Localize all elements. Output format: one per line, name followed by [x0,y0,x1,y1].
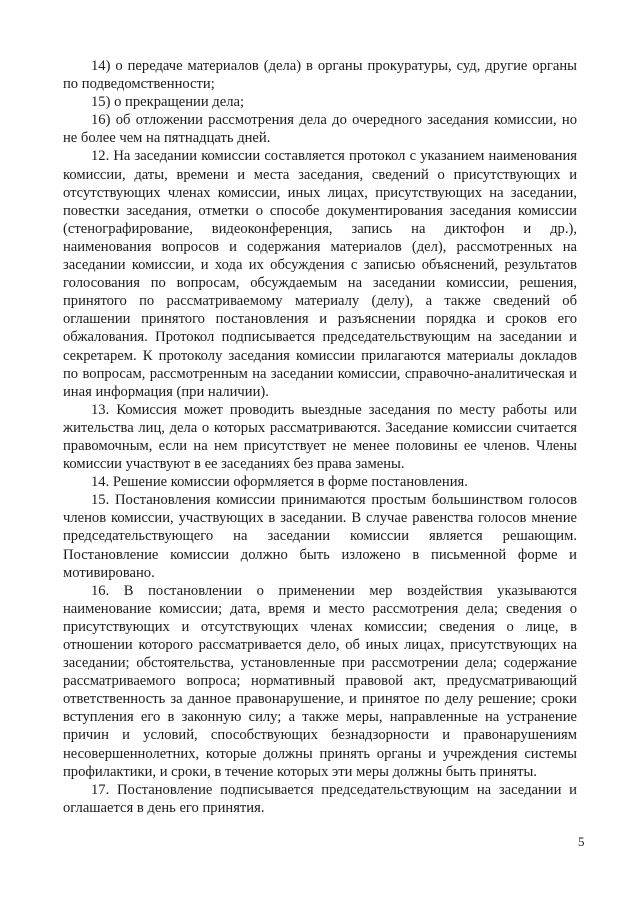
paragraph-clause-15: 15. Постановления комиссии принимаются простым большинством голосов членов комиссии, участвующих в заседании. В случае равенства голосов мнение председательствующего на заседании комиссии является решающим. Постановление комиссии должно быть изложено в письменной форме и мотивировано. [63,492,577,581]
paragraph-clause-14: 14. Решение комиссии оформляется в форме постановления. [91,474,468,491]
paragraph-clause-13: 13. Комиссия может проводить выездные заседания по месту работы или жительства лиц, дела о которых рассматриваются. Заседание комиссии считается правомочным, если на нем присутствует не менее половины ее членов. Члены комиссии участвуют в ее заседаниях без права замены. [63,401,577,473]
paragraph-item-15: 15) о прекращении дела; [91,94,245,111]
paragraph-clause-12: 12. На заседании комиссии составляется протокол с указанием наименования комиссии, даты, времени и места заседания, сведений о присутствующих и отсутствующих членах комиссии, иных лицах, присутствующих на заседании, повестки заседания, отметки о способе документирования заседания комиссии (стенографирование, видеоконференция, запись на диктофон и др.), наименования вопросов и содержания материалов (дел), рассмотренных на заседании комиссии, и хода их обсуждения с записью объяснений, результатов голосования по вопросам, обсуждаемым на заседании комиссии, решения, принятого по рассматриваемому материалу (делу), а также сведений об оглашении принятого постановления и разъяснении порядка и сроков его обжалования. Протокол подписывается председательствующим на заседании и секретарем. К протоколу заседания комиссии прилагаются материалы докладов по вопросам, рассмотренным на заседании комиссии, справочно-аналитическая и иная информация (при наличии). [63,148,577,400]
document-body [63,57,577,817]
paragraph-item-16: 16) об отложении рассмотрения дела до очередного заседания комиссии, но не более чем на пятнадцать дней. [63,112,577,147]
paragraph-clause-17: 17. Постановление подписывается председательствующим на заседании и оглашается в день его принятия. [63,781,577,816]
paragraph-clause-16: 16. В постановлении о применении мер воздействия указываются наименование комиссии; дата, время и место рассмотрения дела; сведения о присутствующих и отсутствующих членах комиссии; сведения о лице, в отношении которого рассматривается дело, об иных лицах, присутствующих на заседании; обстоятельства, установленные при рассмотрении дела; содержание рассматриваемого вопроса; нормативный правовой акт, предусматривающий ответственность за данное правонарушение, и принятое по делу решение; сроки вступления его в законную силу; а также меры, направленные на устранение причин и условий, способствующих безнадзорности и правонарушениям несовершеннолетних, которые должны принять органы и учреждения системы профилактики, и сроки, в течение которых эти меры должны быть приняты. [63,582,577,780]
paragraph-item-14: 14) о передаче материалов (дела) в органы прокуратуры, суд, другие органы по подведомственности; [63,58,577,93]
page-number: 5 [578,834,585,849]
